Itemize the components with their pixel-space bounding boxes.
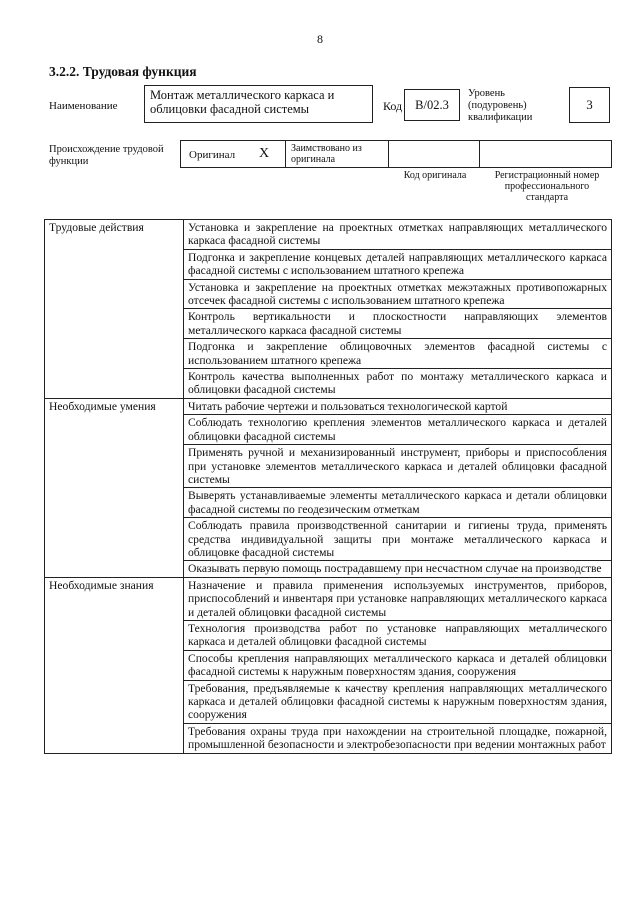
origin-label: Происхождение трудовой функции	[49, 144, 164, 167]
item-cell: Установка и закрепление на проектных отметках межэтажных противопожарных отсечек фасадной системы с использованием штатного крепежа	[184, 279, 612, 309]
item-cell: Соблюдать технологию крепления элементов металлического каркаса и деталей облицовки фасадной системы	[184, 415, 612, 445]
item-cell: Установка и закрепление на проектных отметках направляющих металлического каркаса фасадной системы	[184, 220, 612, 250]
item-cell: Оказывать первую помощь пострадавшему при несчастном случае на производстве	[184, 561, 612, 577]
function-name-box	[144, 85, 373, 123]
function-name-value: Монтаж металлического каркаса и облицовки фасадной системы	[150, 88, 335, 116]
code-original-caption: Код оригинала	[403, 170, 467, 181]
level-label: Уровень (подуровень) квалификации	[468, 88, 533, 123]
section-title: 3.2.2. Трудовая функция	[49, 64, 197, 79]
divider	[285, 141, 286, 167]
name-label: Наименование	[49, 100, 118, 112]
item-cell: Контроль качества выполненных работ по монтажу металлического каркаса и облицовки фасадной системы	[184, 369, 612, 399]
item-cell: Выверять устанавливаемые элементы металлического каркаса и детали облицовки фасадной системы по геодезическим отметкам	[184, 488, 612, 518]
page-number: 8	[317, 32, 323, 46]
item-cell: Читать рабочие чертежи и пользоваться технологической картой	[184, 398, 612, 414]
divider	[388, 141, 389, 167]
item-cell: Способы крепления направляющих металлического каркаса и деталей облицовки фасадной системы к наружным поверхностям здания, сооружения	[184, 650, 612, 680]
item-cell: Требования охраны труда при нахождении на строительной площадке, пожарной, промышленной безопасности и электробезопасности при ведении монтажных работ	[184, 723, 612, 753]
reg-number-caption: Регистрационный номер профессионального стандарта	[494, 170, 600, 203]
item-cell: Подгонка и закрепление концевых деталей направляющих металлического каркаса фасадной системы с использованием штатного крепежа	[184, 249, 612, 279]
table-row	[45, 398, 612, 414]
function-table	[44, 219, 612, 754]
level-value: 3	[586, 97, 593, 112]
item-cell: Контроль вертикальности и плоскостности направляющих элементов металлического каркаса фасадной системы	[184, 309, 612, 339]
item-cell: Применять ручной и механизированный инструмент, приборы и приспособления при установке элементов металлического каркаса и деталей облицовки фасадной системы	[184, 445, 612, 488]
item-cell: Назначение и правила применения используемых инструментов, приборов, приспособлений и инвентаря при установке направляющих металлического каркаса и деталей облицовки фасадной системы	[184, 577, 612, 620]
borrowed-label: Заимствовано из оригинала	[291, 143, 362, 165]
code-value: В/02.3	[415, 98, 449, 112]
divider	[479, 141, 480, 167]
original-label: Оригинал	[189, 149, 236, 161]
original-mark: X	[259, 146, 270, 161]
origin-row	[180, 140, 612, 168]
code-box	[404, 89, 460, 121]
item-cell: Требования, предъявляемые к качеству крепления направляющих металлического каркаса и деталей облицовки фасадной системы к наружным поверхностям здания, сооружения	[184, 680, 612, 723]
category-cell: Необходимые знания	[45, 577, 184, 753]
category-cell: Трудовые действия	[45, 220, 184, 399]
table-row	[45, 577, 612, 620]
category-cell: Необходимые умения	[45, 398, 184, 577]
item-cell: Технология производства работ по установке направляющих металлического каркаса и деталей облицовки фасадной системы	[184, 620, 612, 650]
level-box	[569, 87, 610, 123]
table-row	[45, 220, 612, 250]
code-label: Код	[383, 99, 403, 113]
item-cell: Соблюдать правила производственной санитарии и гигиены труда, применять средства индивидуальной защиты при монтаже металлического каркаса и облицовке фасадной системы	[184, 518, 612, 561]
item-cell: Подгонка и закрепление облицовочных элементов фасадной системы с использованием штатного крепежа	[184, 339, 612, 369]
